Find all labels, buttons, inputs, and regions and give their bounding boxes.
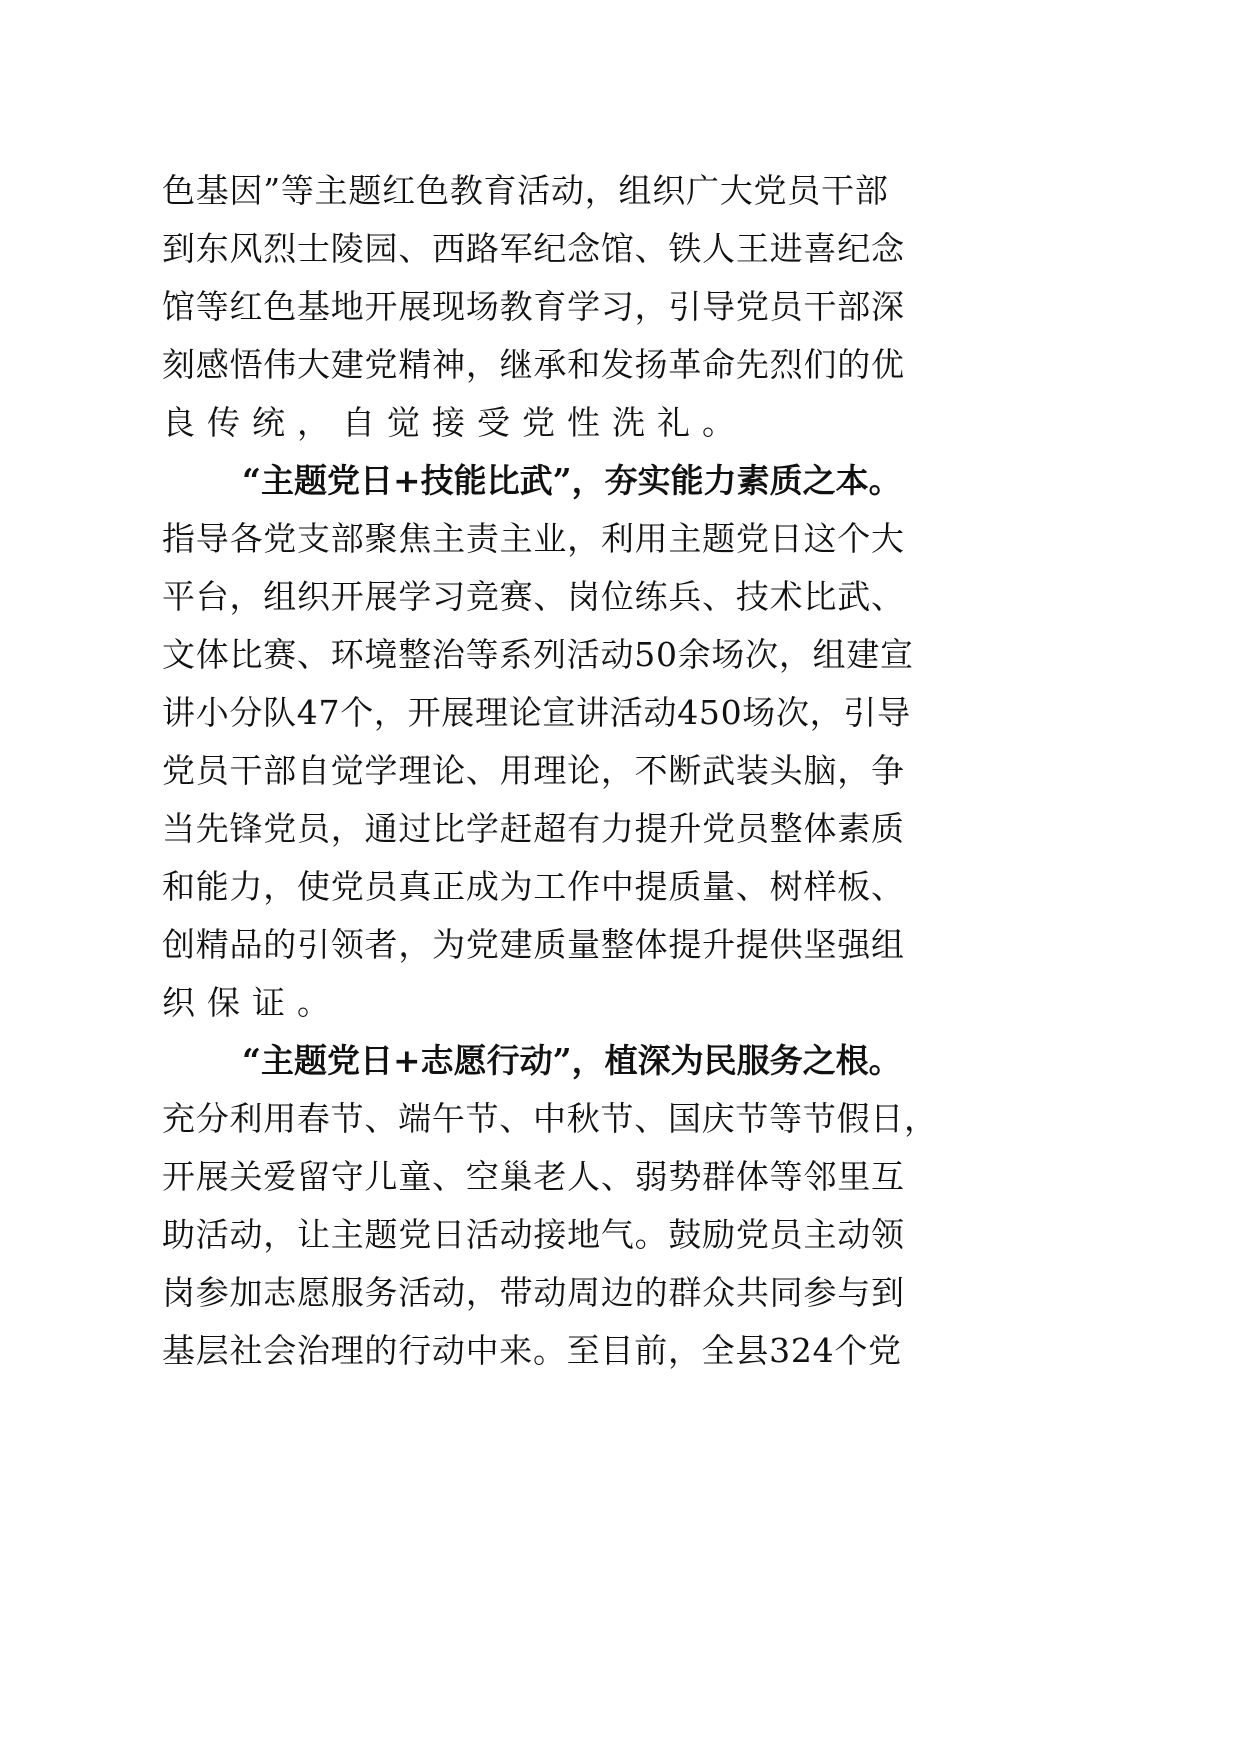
section-3-line: 助活动，让主题党日活动接地气。鼓励党员主动领: [162, 1215, 905, 1254]
paragraph-1-line: 色基因”等主题红色教育活动，组织广大党员干部: [162, 171, 889, 210]
section-2-line: 文体比赛、环境整治等系列活动50余场次，组建宣: [162, 635, 914, 674]
section-2-line: 讲小分队47个，开展理论宣讲活动450场次，引导: [162, 693, 911, 732]
section-2-line: 和能力，使党员真正成为工作中提质量、树样板、: [162, 867, 905, 906]
paragraph-1-line: 馆等红色基地开展现场教育学习，引导党员干部深: [162, 287, 905, 326]
section-2-heading: “主题党日+技能比武”，夯实能力素质之本。: [242, 461, 902, 500]
section-3-line: 充分利用春节、端午节、中秋节、国庆节等节假日，: [162, 1099, 938, 1138]
section-3-line: 岗参加志愿服务活动，带动周边的群众共同参与到: [162, 1273, 905, 1312]
section-2-line: 创精品的引领者，为党建质量整体提升提供坚强组: [162, 925, 905, 964]
section-2-line: 党员干部自觉学理论、用理论，不断武装头脑，争: [162, 751, 905, 790]
section-3-line: 开展关爱留守儿童、空巢老人、弱势群体等邻里互: [162, 1157, 905, 1196]
section-3-line: 基层社会治理的行动中来。至目前，全县324个党: [162, 1331, 902, 1370]
paragraph-1-line: 良传统，自觉接受党性洗礼。: [162, 403, 747, 442]
section-3-heading: “主题党日+志愿行动”，植深为民服务之根。: [242, 1041, 902, 1080]
section-2-line: 平台，组织开展学习竞赛、岗位练兵、技术比武、: [162, 577, 905, 616]
section-2-line: 织保证。: [162, 983, 342, 1022]
paragraph-1-line: 到东风烈士陵园、西路军纪念馆、铁人王进喜纪念: [162, 229, 905, 268]
section-2-line: 指导各党支部聚焦主责主业，利用主题党日这个大: [162, 519, 905, 558]
paragraph-1-line: 刻感悟伟大建党精神，继承和发扬革命先烈们的优: [162, 345, 905, 384]
section-2-line: 当先锋党员，通过比学赶超有力提升党员整体素质: [162, 809, 905, 848]
